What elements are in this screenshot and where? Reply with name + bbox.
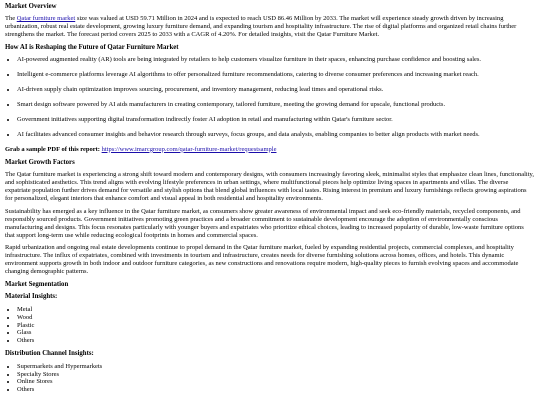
ai-bullet-item: • Intelligent e-commerce platforms leverage AI algorithms to offer personalized furniture recommendations, catering to diverse consumer preferences and increasing market reach. xyxy=(17,71,535,79)
ai-bullet-item: • AI facilitates advanced consumer insights and behavior research through surveys, focus groups, and data analysis, enabling companies to better align products with market needs. xyxy=(17,131,535,139)
material-list xyxy=(5,306,535,346)
sample-request-label: Grab a sample PDF of this report: xyxy=(5,145,102,153)
material-item: • Plastic xyxy=(17,322,535,330)
ai-bullet-item: • AI-driven supply chain optimization improves sourcing, procurement, and inventory management, reducing lead times and operational risks. xyxy=(17,86,535,94)
channel-item: • Others xyxy=(17,386,535,394)
material-item: • Glass xyxy=(17,329,535,337)
market-overview-heading: Market Overview xyxy=(5,3,57,10)
overview-text-rest: size was valued at USD 59.71 Million in 2024 and is expected to reach USD 86.46 Million by 2033. The market will experience steady growth driven by increasing urbanization, robust real estate development, growing luxury furniture demand, and expanding tourism and hospitality infrastructure. The rise of digital platforms and organized retail chains further strengthens the market. The forecast period covers 2025 to 2033 with a CAGR of 4.20%. For detailed insights, visit the Qatar Furniture Market. xyxy=(5,15,517,39)
channel-item: • Online Stores xyxy=(17,378,535,386)
growth-factors-heading: Market Growth Factors xyxy=(5,158,75,166)
sample-request-link[interactable]: https://www.imarcgroup.com/qatar-furniture-market/requestsample xyxy=(101,145,277,153)
market-overview-paragraph xyxy=(5,15,535,39)
ai-bullet-item: • Smart design software powered by AI aids manufacturers in creating contemporary, tailored furniture, meeting the growing demand for upscale, functional products. xyxy=(17,101,535,109)
ai-section-heading: How AI is Reshaping the Future of Qatar Furniture Market xyxy=(5,44,179,52)
growth-paragraph-2: Sustainability has emerged as a key influence in the Qatar furniture market, as consumers show greater awareness of environmental impact and seek eco-friendly materials, recycled components, and responsibly sourced products. Government initiatives promoting green practices and a broader commitment to sustainable development encourage the adoption of environmentally conscious manufacturing and designs. This focus resonates particularly with younger buyers and expatriates who prioritize ethical choices, leading to increased popularity of durable, low-waste furniture options that support long-term use while reducing ecological footprints in homes and commercial spaces. xyxy=(5,207,524,239)
ai-bullet-list xyxy=(5,56,535,139)
distribution-channel-heading: Distribution Channel Insights: xyxy=(5,350,94,358)
segmentation-heading: Market Segmentation xyxy=(5,281,69,289)
material-item: • Wood xyxy=(17,314,535,322)
sample-request-line xyxy=(5,146,535,154)
growth-paragraph-1: The Qatar furniture market is experiencing a strong shift toward modern and contemporary designs, with consumers increasingly favoring sleek, minimalist styles that emphasize clean lines, functionality, and sophisticated aesthetics. This trend aligns with evolving lifestyle preferences in urban settings, where multifunctional pieces help optimize living spaces in apartments and villas. The diverse expatriate population further drives demand for versatile and stylish options that blend global influences with local tastes. Rising interest in premium and luxury furnishings reflects growing aspirations for personalized, elegant interiors that enhance comfort and visual appeal in both residential and hospitality environments. xyxy=(5,171,534,202)
channel-item: • Specialty Stores xyxy=(17,371,535,379)
channel-item: • Supermarkets and Hypermarkets xyxy=(17,363,535,371)
growth-paragraph-3: Rapid urbanization and ongoing real estate developments continue to propel demand in the Qatar furniture market, fueled by expanding residential projects, commercial complexes, and hospitality infrastructure. The influx of expatriates, combined with investments in tourism and infrastructure, creates needs for diverse furnishing solutions across homes, offices, and hotels. This dynamic environment supports growth in both indoor and outdoor furniture categories, as new constructions and renovations require modern, high-quality pieces to furnish evolving spaces and accommodate changing demographic patterns. xyxy=(5,244,519,276)
ai-bullet-item: • Government initiatives supporting digital transformation indirectly foster AI adoption in retail and manufacturing within Qatar's furniture sector. xyxy=(17,116,535,124)
material-item: • Others xyxy=(17,337,535,345)
qatar-furniture-market-link[interactable]: Qatar furniture market xyxy=(16,15,76,23)
ai-bullet-item: • AI-powered augmented reality (AR) tools are being integrated by retailers to help customers visualize furniture in their spaces, enhancing purchase confidence and boosting sales. xyxy=(17,56,535,64)
material-item: • Metal xyxy=(17,306,535,314)
distribution-channel-list xyxy=(5,363,535,395)
material-insights-heading: Material Insights: xyxy=(5,293,58,301)
overview-text-start: The xyxy=(5,15,17,23)
